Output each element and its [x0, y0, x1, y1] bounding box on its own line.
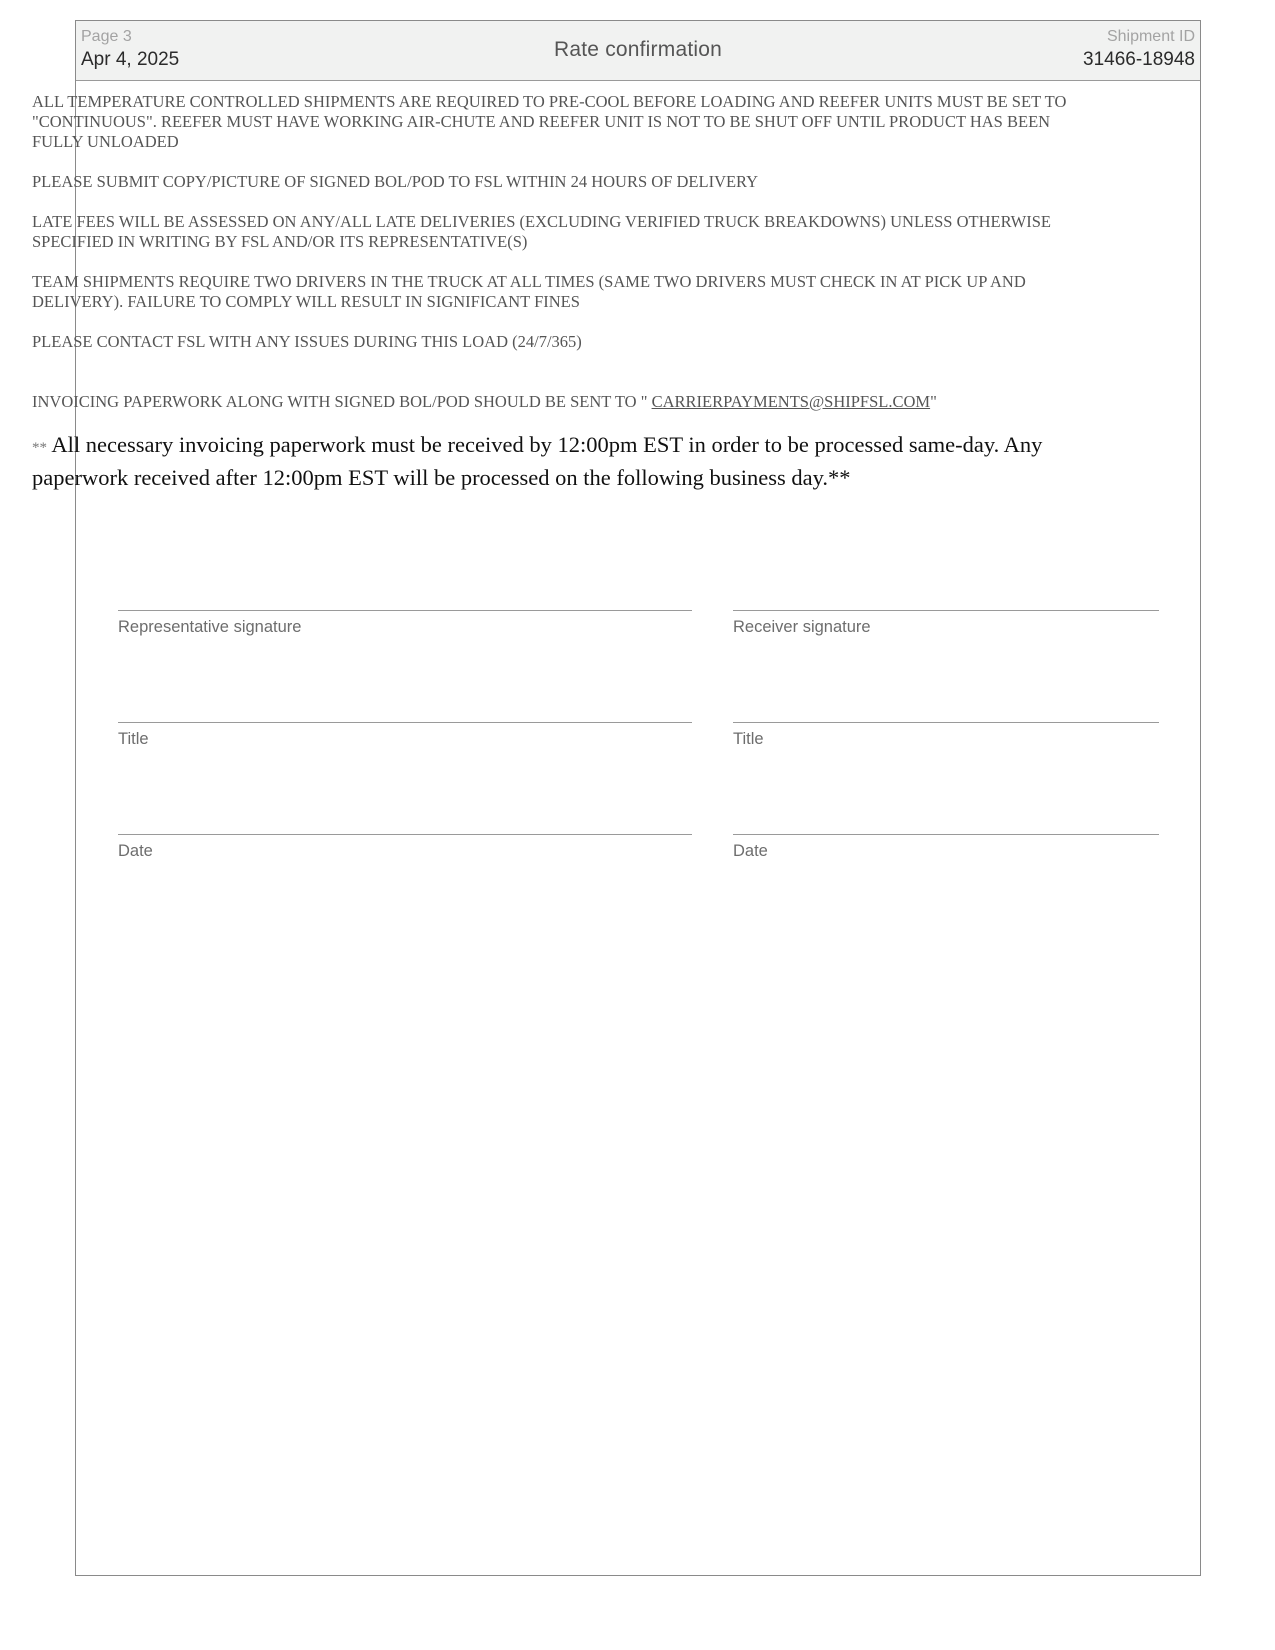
term-paragraph: TEAM SHIPMENTS REQUIRE TWO DRIVERS IN THE TRUCK AT ALL TIMES (SAME TWO DRIVERS MUST CHECK IN AT PICK UP AND DELIVERY). FAILURE TO COMPLY WILL RESULT IN SIGNIFICANT FINES	[32, 272, 1026, 311]
document-date: Apr 4, 2025	[81, 49, 180, 70]
page-number: Page 3	[81, 28, 132, 45]
term-paragraph: PLEASE SUBMIT COPY/PICTURE OF SIGNED BOL/POD TO FSL WITHIN 24 HOURS OF DELIVERY	[32, 172, 759, 191]
receiver-signature-label: Receiver signature	[733, 618, 871, 636]
term-paragraph: LATE FEES WILL BE ASSESSED ON ANY/ALL LATE DELIVERIES (EXCLUDING VERIFIED TRUCK BREAKDOWNS) UNLESS OTHERWISE SPECIFIED IN WRITING BY FSL AND/OR ITS REPRESENTATIVE(S)	[32, 212, 1052, 251]
term-paragraph: ALL TEMPERATURE CONTROLLED SHIPMENTS ARE REQUIRED TO PRE-COOL BEFORE LOADING AND REEFER UNITS MUST BE SET TO "CONTINUOUS". REEFER MUST HAVE WORKING AIR-CHUTE AND REEFER UNIT IS NOT TO BE SHUT OFF UNTIL PRODUCT HAS BEEN FULLY UNLOADED	[32, 92, 1067, 151]
terms-content	[32, 92, 1102, 492]
invoicing-instructions	[32, 392, 1102, 412]
note-stars: **	[32, 440, 47, 456]
representative-date-label: Date	[118, 842, 153, 860]
invoicing-deadline-note	[32, 430, 1102, 492]
receiver-title-label: Title	[733, 730, 764, 748]
carrier-payments-email-link[interactable]: CARRIERPAYMENTS@SHIPFSL.COM	[651, 392, 931, 411]
document-title: Rate confirmation	[554, 38, 722, 61]
representative-title-label: Title	[118, 730, 149, 748]
receiver-date-label: Date	[733, 842, 768, 860]
shipment-id-label: Shipment ID	[1106, 28, 1195, 45]
header-right	[1083, 27, 1195, 73]
terms-list	[32, 92, 1102, 352]
term-paragraph: PLEASE CONTACT FSL WITH ANY ISSUES DURING THIS LOAD (24/7/365)	[32, 332, 582, 351]
page-header	[76, 21, 1200, 81]
representative-signature-label: Representative signature	[118, 618, 302, 636]
note-text: All necessary invoicing paperwork must be received by 12:00pm EST in order to be processed same-day. Any paperwork received after 12:00pm EST will be processed on the following business day.**	[32, 432, 1043, 490]
shipment-id: 31466-18948	[1083, 49, 1195, 70]
invoicing-text: INVOICING PAPERWORK ALONG WITH SIGNED BOL/POD SHOULD BE SENT TO "	[32, 392, 652, 411]
invoicing-suffix: "	[930, 392, 937, 411]
